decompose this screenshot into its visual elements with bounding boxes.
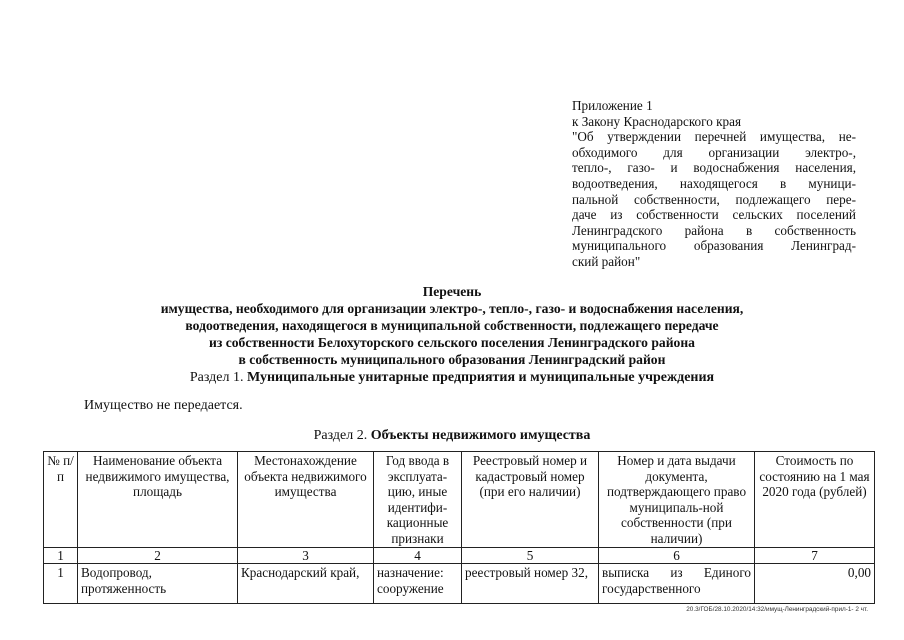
- appendix-law-ref: к Закону Краснодарского края: [572, 113, 742, 129]
- appendix-law-title-line: Ленинградского района в собственность: [572, 222, 856, 238]
- row-location: Краснодарский край,: [238, 564, 374, 604]
- title-line: имущества, необходимого для организации электро-, тепло-, газо- и водоснабжения населения,: [160, 301, 744, 316]
- header-year: Год ввода в эксплуата-цию, иные идентифи-кационные признаки: [374, 452, 462, 548]
- table-column-numbers-row: [44, 547, 875, 564]
- column-number: 2: [78, 547, 238, 564]
- header-registry: Реестровый номер и кадастровый номер (при его наличии): [462, 452, 599, 548]
- column-number: 6: [599, 547, 755, 564]
- section-1-title: Муниципальные унитарные предприятия и муниципальные учреждения: [246, 370, 715, 385]
- appendix-law-title-line: пальной собственности, подлежащего пере-: [572, 191, 856, 207]
- section-2-heading: [0, 427, 904, 444]
- section-1-prefix: Раздел 1.: [189, 370, 244, 385]
- appendix-law-title-line: "Об утверждении перечней имущества, не-: [572, 129, 856, 145]
- column-number: 7: [755, 547, 875, 564]
- column-number: 3: [238, 547, 374, 564]
- column-number: 4: [374, 547, 462, 564]
- table-row: [44, 564, 875, 604]
- column-number: 5: [462, 547, 599, 564]
- header-document: Номер и дата выдачи документа, подтверждающего право муниципаль-ной собственности (при наличии): [599, 452, 755, 548]
- appendix-header: [572, 98, 856, 270]
- section-2-title: Объекты недвижимого имущества: [370, 428, 591, 443]
- header-name: Наименование объекта недвижимого имущества, площадь: [78, 452, 238, 548]
- header-number: № п/п: [44, 452, 78, 548]
- appendix-law-title-line: ский район": [572, 253, 641, 269]
- section-2-prefix: Раздел 2.: [313, 428, 368, 443]
- property-table: [43, 451, 875, 604]
- row-name: Водопровод, протяженность: [78, 564, 238, 604]
- title-heading: Перечень: [422, 284, 482, 299]
- title-line: водоотведения, находящегося в муниципальной собственности, подлежащего передаче: [185, 318, 719, 333]
- column-number: 1: [44, 547, 78, 564]
- appendix-number: Приложение 1: [572, 98, 653, 113]
- footer-doc-code: 20.3/ГОБ/28.10.2020/14:32/имущ-Ленинградский-прил-1- 2 чт.: [686, 606, 868, 613]
- appendix-law-title-line: муниципального образования Ленинград-: [572, 238, 856, 254]
- appendix-law-title-line: обходимого для организации электро-,: [572, 144, 856, 160]
- header-location: Местонахождение объекта недвижимого имущества: [238, 452, 374, 548]
- title-line: из собственности Белохуторского сельского поселения Ленинградского района: [209, 335, 695, 350]
- document-title: [40, 283, 864, 368]
- row-cost: 0,00: [755, 564, 875, 604]
- appendix-law-title-line: водоотведения, находящегося в муници-: [572, 175, 856, 191]
- row-number: 1: [44, 564, 78, 604]
- title-line: в собственность муниципального образования Ленинградский район: [238, 352, 666, 367]
- section-1-note: Имущество не передается.: [84, 398, 243, 413]
- row-document: выписка из Единого государственного: [599, 564, 755, 604]
- header-cost: Стоимость по состоянию на 1 мая 2020 года (рублей): [755, 452, 875, 548]
- section-1-heading: [0, 369, 904, 386]
- table-header-row: [44, 452, 875, 548]
- appendix-law-title-line: даче из собственности сельских поселений: [572, 207, 856, 223]
- appendix-law-title-line: тепло-, газо- и водоснабжения населения,: [572, 160, 856, 176]
- row-registry: реестровый номер 32,: [462, 564, 599, 604]
- row-year: назначение: сооружение: [374, 564, 462, 604]
